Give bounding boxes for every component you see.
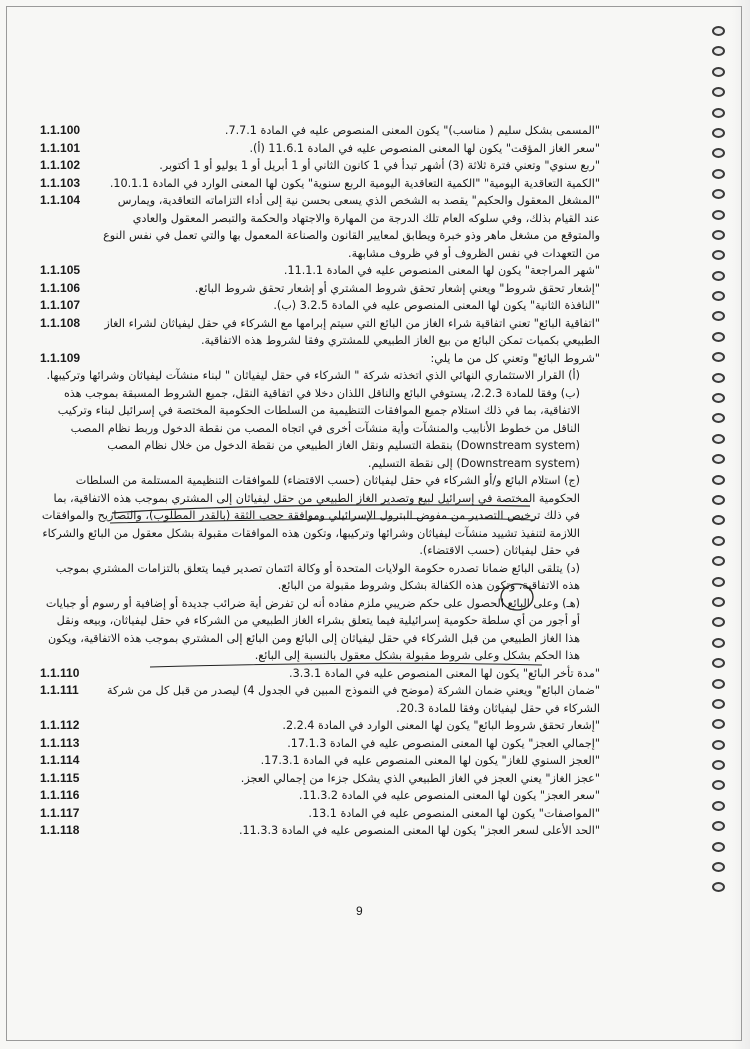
clause-row — [40, 315, 600, 350]
binding-hole — [712, 393, 725, 403]
binding-hole — [712, 556, 725, 566]
binding-hole — [712, 352, 725, 362]
binding-hole — [712, 434, 725, 444]
binding-hole — [712, 169, 725, 179]
clause-text: "ربع سنوي" وتعني فترة ثلاثة (3) أشهر تبدأ في 1 كانون الثاني أو 1 أبريل أو 1 يوليو أو 1 أكتوبر. — [159, 159, 600, 172]
spiral-binding — [706, 26, 732, 1026]
binding-hole — [712, 189, 725, 199]
clause-text: "ضمان البائع" ويعني ضمان الشركة (موضح في النموذج المبين في الجدول 4) ليصدر من قبل كل من شركة الشركاء في حقل ليفياثان وفقا للمادة 20.3. — [107, 684, 600, 715]
binding-hole — [712, 617, 725, 627]
clause-row — [40, 192, 600, 262]
clause-number: 1.1.115 — [40, 770, 80, 785]
binding-hole — [712, 332, 725, 342]
clause-row — [40, 682, 600, 717]
clause-text: "العجز السنوي للغاز" يكون لها المعنى المنصوص عليه في المادة 17.3.1. — [260, 754, 600, 767]
document-body — [40, 122, 600, 840]
clause-row — [40, 280, 600, 298]
clause-number: 1.1.100 — [40, 123, 81, 137]
binding-hole — [712, 842, 725, 852]
binding-hole — [712, 801, 725, 811]
binding-hole — [712, 250, 725, 260]
clause-text: "إجمالي العجز" يكون لها المعنى المنصوص عليه في المادة 17.1.3. — [287, 736, 600, 750]
clause-number: 1.1.117 — [40, 805, 80, 820]
clause-number: 1.1.102 — [40, 158, 81, 172]
clause-text: "المشغل المعقول والحكيم" يقصد به الشخص الذي يسعى بحسن نية إلى أداء التزاماته التعاقدية، ويمارس عند القيام بذلك، وفي سلوكه العام تلك الدرجة من المهارة والاجتهاد والحكمة والتبصر المعقول والعادي والمتوقع من مشغل ماهر وذو خبرة ويطابق لمعايير القانون والصناعة المعمول بها والتي تعمل في نفس النوع من التعهدات في نفس الظروف أو في ظروف مشابهة. — [103, 194, 600, 260]
clause-row — [40, 350, 600, 368]
binding-hole — [712, 210, 725, 220]
binding-hole — [712, 230, 725, 240]
clause-number: 1.1.104 — [40, 193, 81, 207]
clause-text: "إشعار تحقق شروط البائع" يكون لها المعنى الوارد في المادة 2.2.4. — [282, 719, 600, 732]
clause-row — [40, 665, 600, 683]
clause-number: 1.1.103 — [40, 175, 81, 190]
clause-row — [40, 735, 600, 753]
clause-text: "الكمية التعاقدية اليومية" "الكمية التعاقدية اليومية الربع سنوية" يكون لها المعنى الوارد في المادة 10.1.1. — [109, 176, 600, 190]
clause-row — [40, 297, 600, 315]
sub-item: (د) يتلقى البائع ضمانا تصدره حكومة الولايات المتحدة أو وكالة ائتمان تصدير فيما يتعلق بالتزامات المشتري بموجب هذه الاتفاقية، وتكون هذه الكفالة بشكل وشروط مقبولة من البائع. — [55, 561, 580, 592]
clause-row — [40, 157, 600, 175]
clause-row — [40, 262, 600, 280]
clause-number: 1.1.101 — [40, 140, 81, 155]
clause-number: 1.1.112 — [40, 718, 80, 732]
binding-hole — [712, 311, 725, 321]
clause-text: "سعر العجز" يكون لها المعنى المنصوص عليه في المادة 11.3.2. — [298, 789, 600, 802]
clause-number: 1.1.116 — [40, 788, 80, 802]
clause-row — [40, 752, 600, 770]
clause-row — [40, 122, 600, 140]
binding-hole — [712, 475, 725, 485]
clause-text: "المواصفات" يكون لها المعنى المنصوص عليه في المادة 13.1. — [308, 806, 600, 820]
binding-hole — [712, 740, 725, 750]
clause-text: "الحد الأعلى لسعر العجز" يكون لها المعنى المنصوص عليه في المادة 11.3.3. — [238, 824, 600, 837]
binding-hole — [712, 515, 725, 525]
clause-number: 1.1.118 — [40, 823, 80, 837]
binding-hole — [712, 597, 725, 607]
sub-item: (ب) وفقا للمادة 2.2.3، يستوفي البائع والناقل اللذان دخلا في اتفاقية النقل، جميع الشروط المسبقة بموجب هذه الاتفاقية، بما في ذلك استلام جميع الموافقات التنظيمية من السلطات الحكومية المختصة في إسرائيل لبناء وتركيب الناقل من خطوط الأنابيب والمنشآت وأية منشآت أخرى في اتجاه المصب من نقطة الدخول وربط نظام المصب (Downstream system) بنقطة التسليم ونقل الغاز الطبيعي من نقطة الدخول من خلال نظام المصب (Downstream system) إلى نقطة التسليم. — [57, 386, 580, 470]
binding-hole — [712, 413, 725, 423]
clause-text: "شهر المراجعة" يكون لها المعنى المنصوص عليه في المادة 11.1.1. — [283, 264, 600, 277]
binding-hole — [712, 46, 725, 56]
binding-hole — [712, 373, 725, 383]
clause-number: 1.1.110 — [40, 665, 80, 680]
binding-hole — [712, 882, 725, 892]
binding-hole — [712, 638, 725, 648]
clause-text: "عجز الغاز" يعني العجز في الغاز الطبيعي الذي يشكل جزءا من إجمالي العجز. — [240, 771, 600, 785]
clause-text: "شروط البائع" وتعني كل من ما يلي: — [430, 351, 600, 365]
binding-hole — [712, 495, 725, 505]
clause-text: "المسمى بشكل سليم ( مناسب)" يكون المعنى المنصوص عليه في المادة 7.7.1. — [224, 124, 600, 137]
binding-hole — [712, 87, 725, 97]
clause-row — [40, 175, 600, 193]
binding-hole — [712, 454, 725, 464]
binding-hole — [712, 577, 725, 587]
clause-row — [40, 805, 600, 823]
binding-hole — [712, 128, 725, 138]
clause-number: 1.1.109 — [40, 350, 81, 365]
binding-hole — [712, 719, 725, 729]
clause-text: "اتفاقية البائع" تعني اتفاقية شراء الغاز من البائع التي سيتم إبرامها مع الشركاء في حقل ليفياثان لشراء الغاز الطبيعي بكميات تمكن البائع من بيع الغاز الطبيعي للمشتري وفقا لشروط هذه الاتفاقية. — [104, 316, 600, 347]
binding-hole — [712, 148, 725, 158]
binding-hole — [712, 679, 725, 689]
binding-hole — [712, 658, 725, 668]
clause-text: "إشعار تحقق شروط" ويعني إشعار تحقق شروط المشتري أو إشعار تحقق شروط البائع. — [194, 281, 600, 295]
sub-item: (ج) استلام البائع و/أو الشركاء في حقل ليفياثان (حسب الاقتضاء) للموافقات التنظيمية المستلمة من السلطات الحكومية المختصة في إسرائيل لبيع وتصدير الغاز الطبيعي من حقل ليفياثان إلى المشتري بموجب هذه الاتفاقية، بما في ذلك ترخيص التصدير من مفوض البترول الإسرائيلي وموافقة حجب الثقة (بالقدر المطلوب)، والتصاريح والموافقات اللازمة لتنفيذ تشييد منشآت ليفياثان وشرائها وتركيبها، وتكون هذه الموافقات مقبولة بشكل معقول من البائع والشركاء في حقل ليفياثان (حسب الاقتضاء). — [41, 474, 580, 557]
clause-text: "سعر الغاز المؤقت" يكون لها المعنى المنصوص عليه في المادة 11.6.1 (أ). — [249, 141, 600, 155]
binding-hole — [712, 699, 725, 709]
clause-number: 1.1.108 — [40, 315, 81, 330]
binding-hole — [712, 862, 725, 872]
clause-number: 1.1.113 — [40, 735, 80, 750]
binding-hole — [712, 26, 725, 36]
clause-row — [40, 717, 600, 735]
clause-number: 1.1.114 — [40, 753, 80, 767]
binding-hole — [712, 67, 725, 77]
clause-number: 1.1.105 — [40, 263, 81, 277]
sub-item: (هـ) وعلى البائع الحصول على حكم ضريبي ملزم مفاده أنه لن تفرض أية ضرائب جديدة أو إضافية أو رسوم أو جبايات أو أجور من أي سلطة حكومية إسرائيلية فيما يتعلق بشراء الغاز الطبيعي من الشركاء في حقل ليفياثان، وبيعه ونقل هذا الغاز الطبيعي من قبل الشركاء في حقل ليفياثان إلى البائع ومن البائع إلى المشتري بموجب هذه الاتفاقية، ويكون هذا الحكم بشكل وعلى شروط مقبولة بشكل معقول بالنسبة إلى البائع. — [45, 596, 580, 662]
binding-hole — [712, 780, 725, 790]
clause-row — [40, 770, 600, 788]
clause-row — [40, 822, 600, 840]
clause-row — [40, 787, 600, 805]
sub-item: (أ) القرار الاستثماري النهائي الذي اتخذته شركة " الشركاء في حقل ليفياثان " لبناء منشآت ليفياثان وشرائها وتركيبها. — [46, 369, 580, 382]
clause-row — [40, 140, 600, 158]
clause-number: 1.1.107 — [40, 298, 81, 312]
binding-hole — [712, 271, 725, 281]
binding-hole — [712, 291, 725, 301]
page-number: 9 — [356, 904, 363, 918]
binding-hole — [712, 760, 725, 770]
clause-text: "النافذة الثانية" يكون لها المعنى المنصوص عليه في المادة 3.2.5 (ب). — [273, 299, 600, 312]
binding-hole — [712, 536, 725, 546]
clause-text: "مدة تأخر البائع" يكون لها المعنى المنصوص عليه في المادة 3.3.1. — [289, 666, 600, 680]
clause-number: 1.1.111 — [40, 683, 79, 697]
binding-hole — [712, 108, 725, 118]
clause-number: 1.1.106 — [40, 280, 81, 295]
binding-hole — [712, 821, 725, 831]
